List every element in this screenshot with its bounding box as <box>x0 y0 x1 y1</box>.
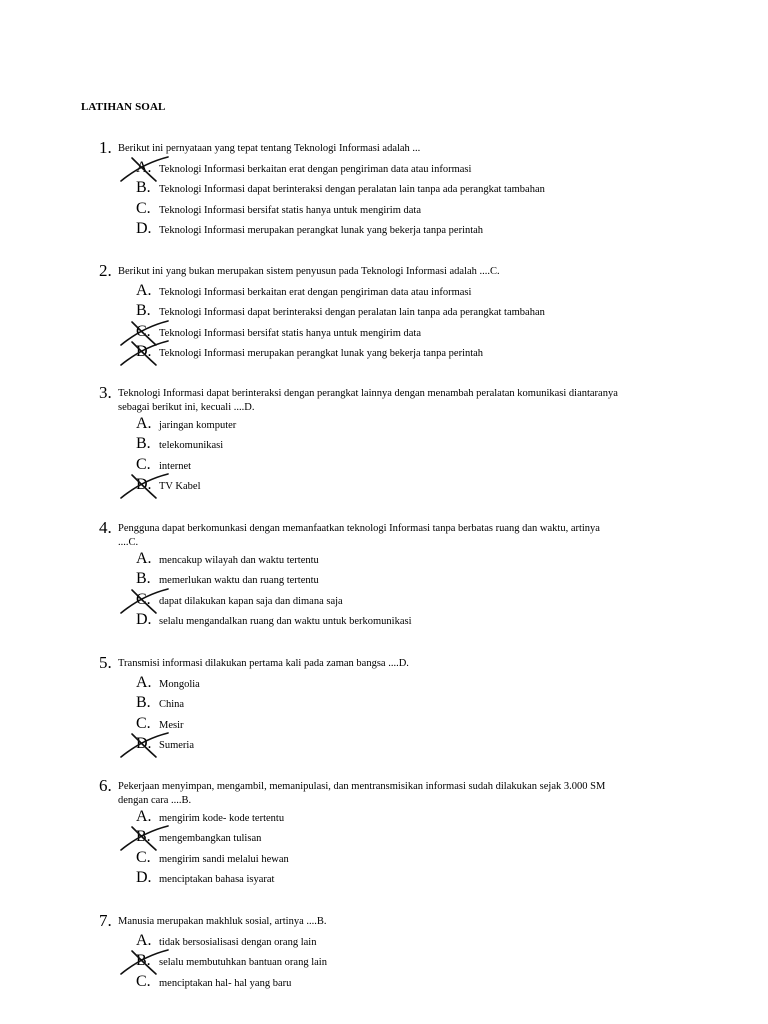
answer-option <box>0 736 768 756</box>
option-letter: A. <box>136 415 152 432</box>
option-text: menciptakan bahasa isyarat <box>159 874 275 886</box>
question-text: Pekerjaan menyimpan, mengambil, memanipulasi, dan mentransmisikan informasi sudah dilakukan sejak 3.000 SM dengan cara ....B. <box>118 781 606 806</box>
option-text: Teknologi Informasi berkaitan erat dengan pengiriman data atau informasi <box>159 287 472 298</box>
answer-option <box>0 695 768 715</box>
answer-option <box>0 675 768 695</box>
question-number: 2. <box>99 261 112 280</box>
option-letter: D. <box>136 869 152 887</box>
option-text: jaringan komputer <box>159 420 237 431</box>
question-text: Berikut ini pernyataan yang tepat tentang Teknologi Informasi adalah ... <box>118 143 421 154</box>
option-text: Teknologi Informasi dapat berinteraksi dengan peralatan lain tanpa ada perangkat tambahan <box>159 184 545 196</box>
answer-option <box>0 571 768 591</box>
option-letter: A. <box>136 550 152 567</box>
answer-option <box>0 436 768 456</box>
answer-option <box>0 829 768 849</box>
answer-option <box>0 303 768 323</box>
answer-option <box>0 221 768 241</box>
answer-option <box>0 477 768 497</box>
question-number: 7. <box>99 911 112 930</box>
option-letter: A. <box>136 808 152 825</box>
answer-option <box>0 416 768 436</box>
answer-option <box>0 809 768 829</box>
option-text: Teknologi Informasi bersifat statis hanya untuk mengirim data <box>159 204 421 216</box>
option-letter: B. <box>136 952 151 970</box>
question-number: 1. <box>99 138 112 157</box>
option-text: selalu mengandalkan ruang dan waktu untuk berkomunikasi <box>159 616 412 628</box>
question-number: 4. <box>99 518 112 537</box>
option-text: Teknologi Informasi merupakan perangkat lunak yang bekerja tanpa perintah <box>159 225 484 237</box>
option-letter: C. <box>136 590 151 608</box>
answer-option <box>0 612 768 632</box>
option-letter: A. <box>136 674 152 691</box>
answer-option <box>0 160 768 180</box>
question-number: 5. <box>99 653 112 672</box>
question-number: 6. <box>99 776 112 795</box>
option-letter: B. <box>136 694 151 712</box>
option-text: mengirim kode- kode tertentu <box>159 813 285 824</box>
option-text: internet <box>159 460 192 472</box>
option-letter: D. <box>136 343 152 361</box>
answer-option <box>0 974 768 994</box>
question-text: Pengguna dapat berkomunkasi dengan memanfaatkan teknologi Informasi tanpa berbatas ruang dan waktu, artinya ....C. <box>118 523 600 548</box>
option-text: Teknologi Informasi bersifat statis hanya untuk mengirim data <box>159 327 421 339</box>
option-text: tidak bersosialisasi dengan orang lain <box>159 937 317 948</box>
option-letter: B. <box>136 570 151 588</box>
option-letter: C. <box>136 199 151 217</box>
question-text: Berikut ini yang bukan merupakan sistem penyusun pada Teknologi Informasi adalah ....C. <box>118 266 500 277</box>
option-text: Teknologi Informasi dapat berinteraksi dengan peralatan lain tanpa ada perangkat tambahan <box>159 307 545 319</box>
option-letter: A. <box>136 932 152 949</box>
question-text: Transmisi informasi dilakukan pertama kali pada zaman bangsa ....D. <box>118 658 409 669</box>
question-text: Manusia merupakan makhluk sosial, artinya ....B. <box>118 916 327 927</box>
answer-option <box>0 551 768 571</box>
option-text: telekomunikasi <box>159 440 224 452</box>
option-text: Mongolia <box>159 679 200 690</box>
option-text: China <box>159 699 185 711</box>
option-text: menciptakan hal- hal yang baru <box>159 977 292 989</box>
answer-option <box>0 457 768 477</box>
answer-option <box>0 592 768 612</box>
option-letter: D. <box>136 735 152 753</box>
option-text: mengirim sandi melalui hewan <box>159 853 289 865</box>
answer-option <box>0 180 768 200</box>
option-letter: B. <box>136 302 151 320</box>
option-text: dapat dilakukan kapan saja dan dimana saja <box>159 595 343 607</box>
option-letter: C. <box>136 972 151 990</box>
option-letter: B. <box>136 828 151 846</box>
option-text: TV Kabel <box>159 481 201 493</box>
answer-option <box>0 283 768 303</box>
option-text: Teknologi Informasi berkaitan erat dengan pengiriman data atau informasi <box>159 164 472 175</box>
option-letter: C. <box>136 455 151 473</box>
option-letter: D. <box>136 220 152 238</box>
option-text: Teknologi Informasi merupakan perangkat lunak yang bekerja tanpa perintah <box>159 348 484 360</box>
option-letter: B. <box>136 179 151 197</box>
answer-option <box>0 870 768 890</box>
answer-option <box>0 933 768 953</box>
question-text: Teknologi Informasi dapat berinteraksi dengan perangkat lainnya dengan menambah peralatan komunikasi diantaranya sebagai berikut ini, kecuali ....D. <box>118 388 618 413</box>
option-text: Mesir <box>159 719 184 731</box>
option-text: Sumeria <box>159 740 194 752</box>
answer-option <box>0 324 768 344</box>
option-letter: D. <box>136 611 152 629</box>
answer-option <box>0 850 768 870</box>
answer-option <box>0 344 768 364</box>
option-letter: C. <box>136 714 151 732</box>
option-text: selalu membutuhkan bantuan orang lain <box>159 957 327 969</box>
option-letter: C. <box>136 322 151 340</box>
page-title: LATIHAN SOAL <box>81 101 166 113</box>
option-letter: A. <box>136 282 152 299</box>
option-text: memerlukan waktu dan ruang tertentu <box>159 575 319 587</box>
option-letter: B. <box>136 435 151 453</box>
option-letter: A. <box>136 159 152 176</box>
option-letter: C. <box>136 848 151 866</box>
option-letter: D. <box>136 476 152 494</box>
question-number: 3. <box>99 383 112 402</box>
answer-option <box>0 953 768 973</box>
answer-option <box>0 716 768 736</box>
answer-option <box>0 201 768 221</box>
option-text: mengembangkan tulisan <box>159 833 262 845</box>
option-text: mencakup wilayah dan waktu tertentu <box>159 555 319 566</box>
